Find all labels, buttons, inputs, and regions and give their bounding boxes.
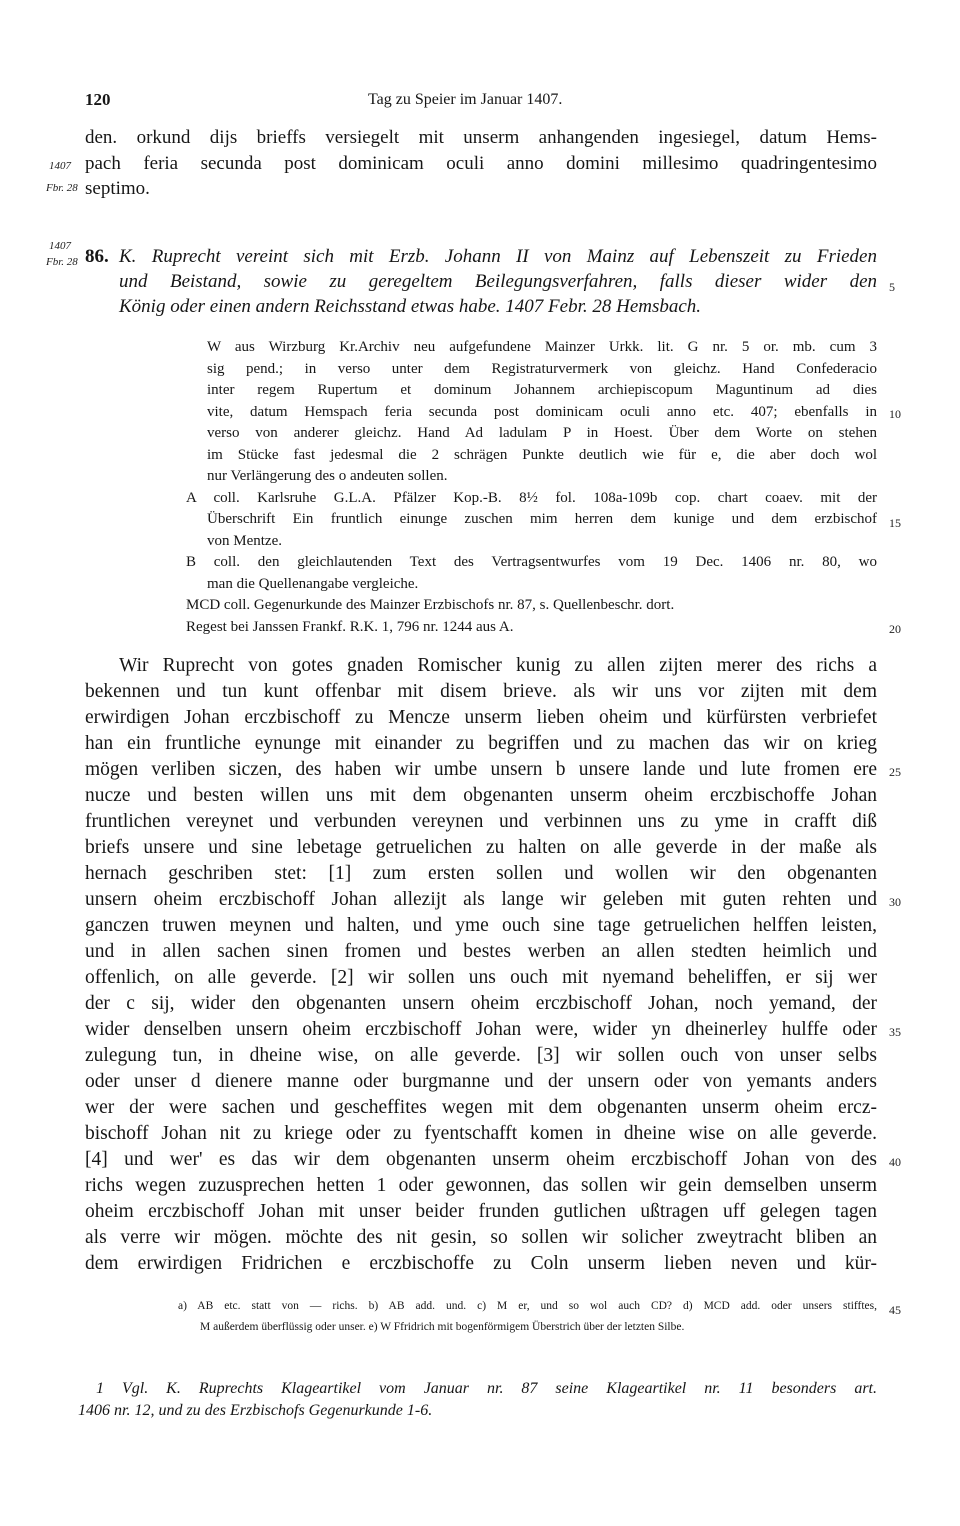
note-line: Überschrift Ein fruntlich einunge zuschen mim herren dem kunige und dem erzbischof — [207, 511, 877, 527]
body-line: bekennen und tun kunt offenbar mit disem brieve. als wir uns vor zijten mit dem — [85, 681, 877, 702]
body-line: erwirdigen Johan erczbischoff zu Mencze unserm lieben oheim und kürfürsten verbriefet — [85, 707, 877, 728]
body-line: und in allen sachen sinen fromen und bestes werben an allen stedten heimlich und — [85, 941, 877, 962]
footnote-line: 1406 nr. 12, und zu des Erzbischofs Gegenurkunde 1-6. — [78, 1402, 433, 1419]
body-line: wer der were sachen und gescheffites wegen mit dem obgenanten unserm oheim ercz- — [85, 1097, 877, 1118]
note-line: im Stücke fast jedesmal die 2 schrägen Punkte deutlich wie für e, die aber doch wol — [207, 447, 877, 463]
intro-line: den. orkund dijs brieffs versiegelt mit unserm anhangenden ingesiegel, datum Hems- — [85, 127, 877, 148]
line-number: 20 — [889, 622, 901, 636]
note-line: verso von anderer gleichz. Hand Ad ladulam P in Hoest. Über dem Worte on stehen — [207, 425, 877, 441]
line-number: 25 — [889, 765, 901, 779]
body-line: der c sij, wider den obgenanten unsern oheim erczbischoff Johan, noch yemand, der — [85, 993, 877, 1014]
line-number: 10 — [889, 407, 901, 421]
intro-line: pach feria secunda post dominicam oculi anno domini millesimo quadringentesimo — [85, 153, 877, 174]
intro-line: septimo. — [85, 178, 150, 199]
note-line: man die Quellenangabe vergleiche. — [207, 576, 419, 592]
body-line: wider denselben unsern oheim erczbischoff Johan were, wider yn dheinerley hulffe oder — [85, 1019, 877, 1040]
body-line: oder unser d dienere manne oder burgmanne und der unsern oder von yemants anders — [85, 1071, 877, 1092]
body-line: Wir Ruprecht von gotes gnaden Romischer kunig zu allen zijten merer des richs a — [119, 655, 877, 676]
body-line: richs wegen zuzusprechen hetten 1 oder gewonnen, das sollen wir gein demselben unserm — [85, 1175, 877, 1196]
body-line: han ein fruntliche eynunge mit einander zu begriffen und zu machen das wir on krieg — [85, 733, 877, 754]
doc-margin-date: Fbr. 28 — [46, 256, 78, 268]
body-line: als verre wir mögen. möchte des nit gesin, so sollen wir solicher zweytracht bliben an — [85, 1227, 877, 1248]
doc-margin-year: 1407 — [49, 240, 71, 252]
line-number: 45 — [889, 1303, 901, 1317]
running-title: Tag zu Speier im Januar 1407. — [368, 91, 563, 108]
line-number: 15 — [889, 516, 901, 530]
note-line: sig pend.; in verso unter dem Registraturvermerk von gleichz. Hand Confederacio — [207, 361, 877, 377]
body-line: fruntlichen vereynet und verbunden vereynen und verbinnen uns zu yme in crafft diß — [85, 811, 877, 832]
note-line: B coll. den gleichlautenden Text des Vertragsentwurfes vom 19 Dec. 1406 nr. 80, wo — [186, 554, 877, 570]
line-number: 35 — [889, 1025, 901, 1039]
intro-margin-date: Fbr. 28 — [46, 182, 78, 194]
note-line: A coll. Karlsruhe G.L.A. Pfälzer Kop.-B. 8½ fol. 108a-109b cop. chart coaev. mit der — [186, 490, 877, 506]
line-number: 30 — [889, 895, 901, 909]
intro-margin-year: 1407 — [49, 160, 71, 172]
body-line: oheim erczbischoff Johan mit unser beider frunden gutlichen ußtragen uff gelegen tagen — [85, 1201, 877, 1222]
body-line: [4] und wer' es das wir dem obgenanten unserm oheim erczbischoff Johan von des — [85, 1149, 877, 1170]
heading-line: König oder einen andern Reichsstand etwas habe. 1407 Febr. 28 Hemsbach. — [119, 296, 702, 317]
body-line: hernach geschriben stet: [1] zum ersten sollen und wollen wir den obgenanten — [85, 863, 877, 884]
body-line: zulegung tun, in dheine wise, on alle geverde. [3] wir sollen ouch von unser selbs — [85, 1045, 877, 1066]
note-line: Regest bei Janssen Frankf. R.K. 1, 796 nr. 1244 aus A. — [186, 619, 514, 635]
body-line: unsern oheim erczbischoff Johan allezijt als lange wir geleben mit guten rehten und — [85, 889, 877, 910]
note-line: nur Verlängerung des o andeuten sollen. — [207, 468, 448, 484]
footnote-line: 1 Vgl. K. Ruprechts Klageartikel vom Januar nr. 87 seine Klageartikel nr. 11 besonders art. — [96, 1380, 877, 1397]
page-number: 120 — [85, 90, 111, 109]
body-line: bischoff Johan nit zu kriege oder zu fyentschafft komen in dheine wise on alle geverde. — [85, 1123, 877, 1144]
line-number: 40 — [889, 1155, 901, 1169]
apparatus-line: a) AB etc. statt von — richs. b) AB add. und. c) M er, und so wol auch CD? d) MCD add. oder unsers stifftes, — [178, 1300, 877, 1312]
body-line: offenlich, on alle geverde. [2] wir sollen uns ouch mit nyemand beheliffen, er sij wer — [85, 967, 877, 988]
note-line: W aus Wirzburg Kr.Archiv neu aufgefundene Mainzer Urkk. lit. G nr. 5 or. mb. cum 3 — [207, 339, 877, 355]
note-line: von Mentze. — [207, 533, 282, 549]
heading-line: K. Ruprecht vereint sich mit Erzb. Johann II von Mainz auf Lebenszeit zu Frieden — [119, 246, 877, 267]
body-line: briefs unsere und sine lebetage getruelichen zu halten on alle geverde in der maße als — [85, 837, 877, 858]
line-number: 5 — [889, 280, 895, 294]
body-line: nucze und besten willen uns mit dem obgenanten unserm oheim erczbischoffe Johan — [85, 785, 877, 806]
heading-line: und Beistand, sowie zu geregeltem Beilegungsverfahren, falls dieser wider den — [119, 271, 877, 292]
apparatus-line: M außerdem überflüssig oder unser. e) W Ffridrich mit bogenförmigem Überstrich über der letzten Silbe. — [200, 1321, 685, 1333]
body-line: ganczen truwen meynen und halten, und yme ouch sine tage getruelichen helffen leisten, — [85, 915, 877, 936]
note-line: vite, datum Hemspach feria secunda post dominicam oculi anno etc. 407; ebenfalls in — [207, 404, 877, 420]
note-line: MCD coll. Gegenurkunde des Mainzer Erzbischofs nr. 87, s. Quellenbeschr. dort. — [186, 597, 675, 613]
body-line: mögen verliben siczen, des haben wir umbe unsern b unsere lande und lute fromen ere — [85, 759, 877, 780]
body-line: dem erwirdigen Fridrichen e erczbischoffe zu Coln unserm lieben neven und kür- — [85, 1253, 877, 1274]
document-number: 86. — [85, 246, 109, 267]
note-line: inter regem Rupertum et dominum Johannem archiepiscopum Maguntinum ad dies — [207, 382, 877, 398]
